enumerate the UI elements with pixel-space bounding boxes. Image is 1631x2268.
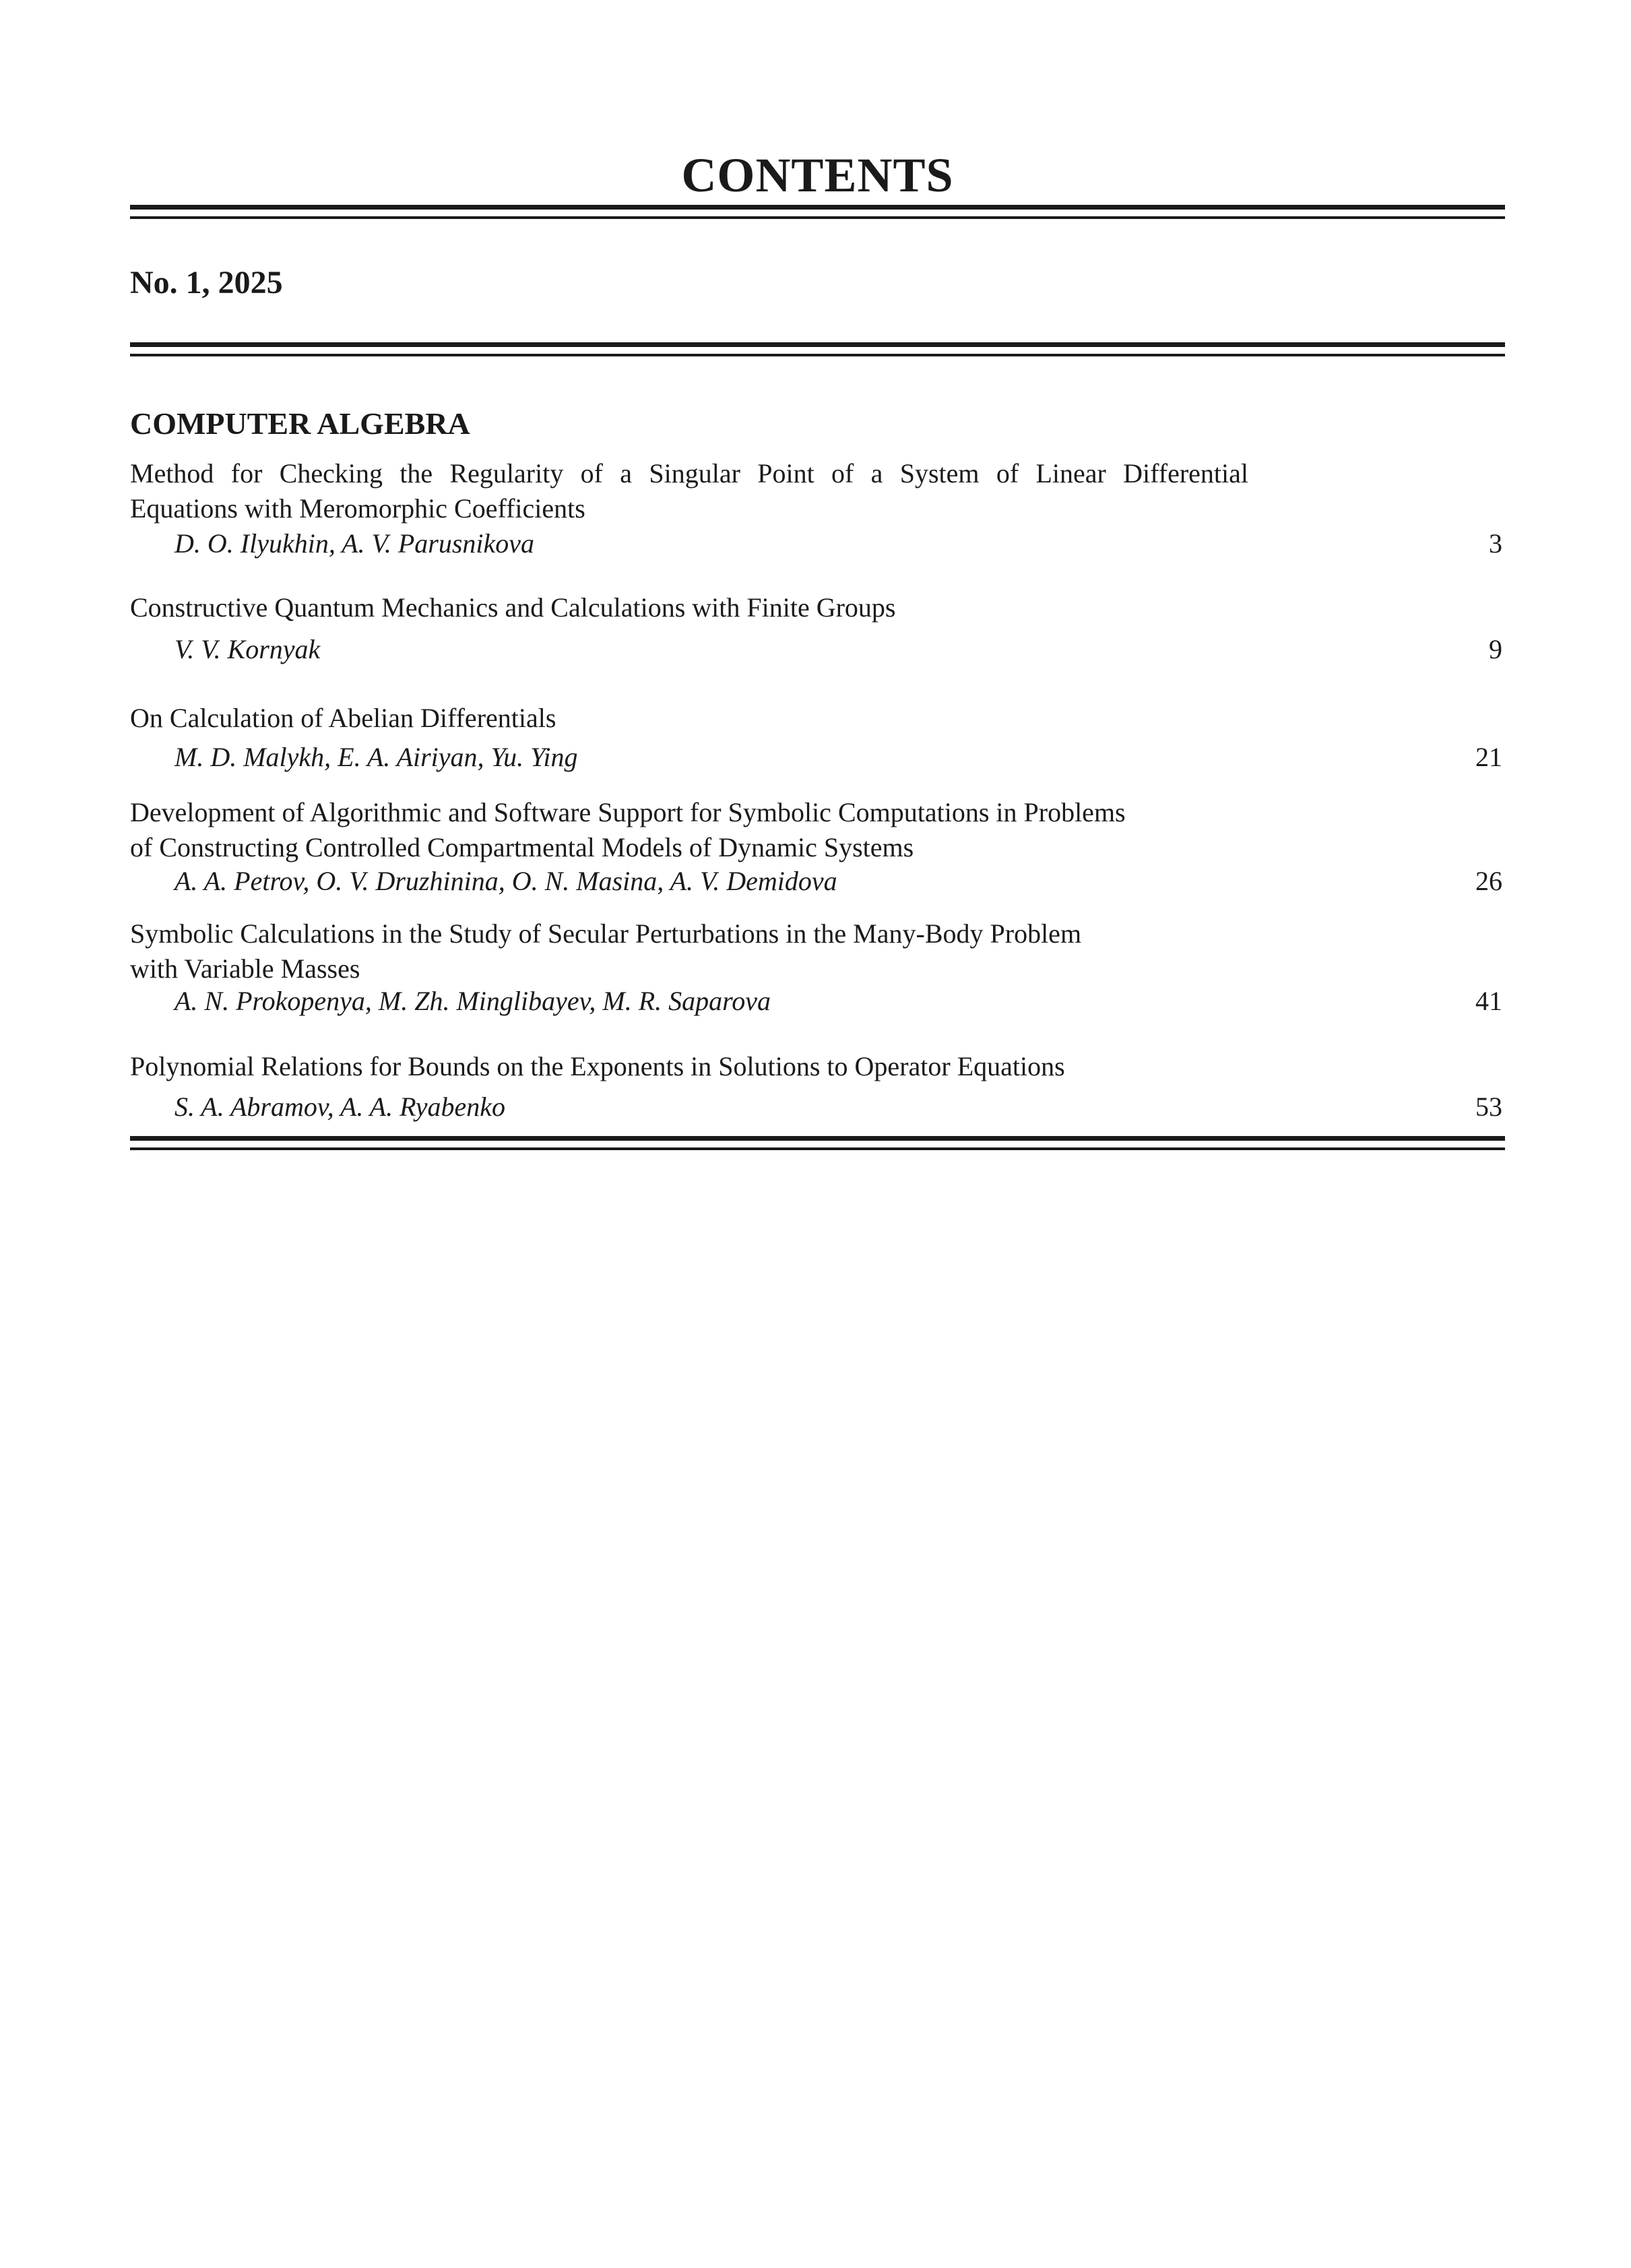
article-title-line: Constructive Quantum Mechanics and Calculations with Finite Groups bbox=[130, 592, 896, 623]
article-page-number[interactable]: 26 bbox=[1475, 866, 1502, 896]
article-byline bbox=[130, 525, 1505, 563]
article-title[interactable] bbox=[130, 1049, 1248, 1084]
toc-entry[interactable] bbox=[130, 456, 1505, 563]
article-authors: D. O. Ilyukhin, A. V. Parusnikova bbox=[174, 528, 535, 559]
article-byline bbox=[130, 982, 1505, 1020]
section-heading: COMPUTER ALGEBRA bbox=[130, 406, 470, 441]
article-title-line: with Variable Masses bbox=[130, 953, 360, 984]
article-title-line: Equations with Meromorphic Coefficients bbox=[130, 493, 585, 524]
issue-divider bbox=[130, 342, 1505, 356]
article-authors: V. V. Kornyak bbox=[174, 634, 321, 664]
article-byline bbox=[130, 1088, 1505, 1126]
toc-entry[interactable] bbox=[130, 1049, 1505, 1126]
title-divider bbox=[130, 205, 1505, 219]
page-title: CONTENTS bbox=[681, 148, 954, 202]
article-page-number[interactable]: 3 bbox=[1489, 528, 1502, 559]
article-title-line: Method for Checking the Regularity of a Singular Point of a System of Linear Differential bbox=[130, 458, 1248, 489]
article-title[interactable] bbox=[130, 916, 1248, 986]
article-page-number[interactable]: 53 bbox=[1475, 1092, 1502, 1122]
article-page-number[interactable]: 9 bbox=[1489, 634, 1502, 664]
article-title-line: On Calculation of Abelian Differentials bbox=[130, 703, 556, 733]
contents-end-divider bbox=[130, 1136, 1505, 1150]
article-title-line: Symbolic Calculations in the Study of Secular Perturbations in the Many-Body Problem bbox=[130, 918, 1082, 949]
article-byline bbox=[130, 862, 1505, 900]
article-authors: A. A. Petrov, O. V. Druzhinina, O. N. Masina, A. V. Demidova bbox=[174, 866, 837, 896]
article-title[interactable] bbox=[130, 456, 1248, 526]
article-title[interactable] bbox=[130, 590, 1248, 625]
toc-entry[interactable] bbox=[130, 916, 1505, 1020]
article-title-line: Polynomial Relations for Bounds on the Exponents in Solutions to Operator Equations bbox=[130, 1051, 1065, 1081]
article-byline bbox=[130, 738, 1505, 776]
article-authors: A. N. Prokopenya, M. Zh. Minglibayev, M. R. Saparova bbox=[174, 986, 771, 1016]
article-authors: M. D. Malykh, E. A. Airiyan, Yu. Ying bbox=[174, 742, 578, 772]
article-title-line: Development of Algorithmic and Software Support for Symbolic Computations in Problems bbox=[130, 797, 1126, 827]
article-title-line: of Constructing Controlled Compartmental Models of Dynamic Systems bbox=[130, 832, 914, 862]
article-title[interactable] bbox=[130, 701, 1248, 736]
article-byline bbox=[130, 631, 1505, 668]
article-title[interactable] bbox=[130, 795, 1248, 865]
toc-entry[interactable] bbox=[130, 590, 1505, 668]
article-authors: S. A. Abramov, A. A. Ryabenko bbox=[174, 1092, 506, 1122]
toc-entry[interactable] bbox=[130, 701, 1505, 776]
issue-number: No. 1, 2025 bbox=[130, 265, 283, 301]
contents-page bbox=[130, 0, 1505, 2268]
article-page-number[interactable]: 41 bbox=[1475, 986, 1502, 1016]
toc-entry[interactable] bbox=[130, 795, 1505, 900]
article-page-number[interactable]: 21 bbox=[1475, 742, 1502, 772]
